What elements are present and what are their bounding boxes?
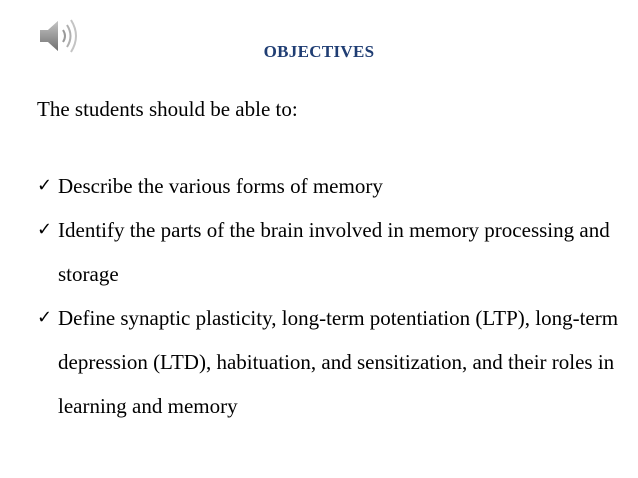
slide-title: OBJECTIVES — [263, 42, 375, 61]
objective-item — [37, 164, 627, 208]
objective-text: Describe the various forms of memory — [58, 174, 383, 198]
check-mark-icon: ✓ — [37, 219, 53, 240]
intro-text: The students should be able to: — [37, 97, 298, 121]
objective-text: Define synaptic plasticity, long-term potentiation (LTP), long-term depression (LTD), habituation, and sensitization, and their roles in learning and memory — [58, 306, 619, 418]
objective-item — [37, 296, 627, 428]
check-mark-icon: ✓ — [37, 307, 53, 328]
objective-text: Identify the parts of the brain involved in memory processing and storage — [58, 218, 610, 286]
objectives-list — [37, 164, 627, 428]
check-mark-icon: ✓ — [37, 175, 53, 196]
objective-item — [37, 208, 627, 296]
